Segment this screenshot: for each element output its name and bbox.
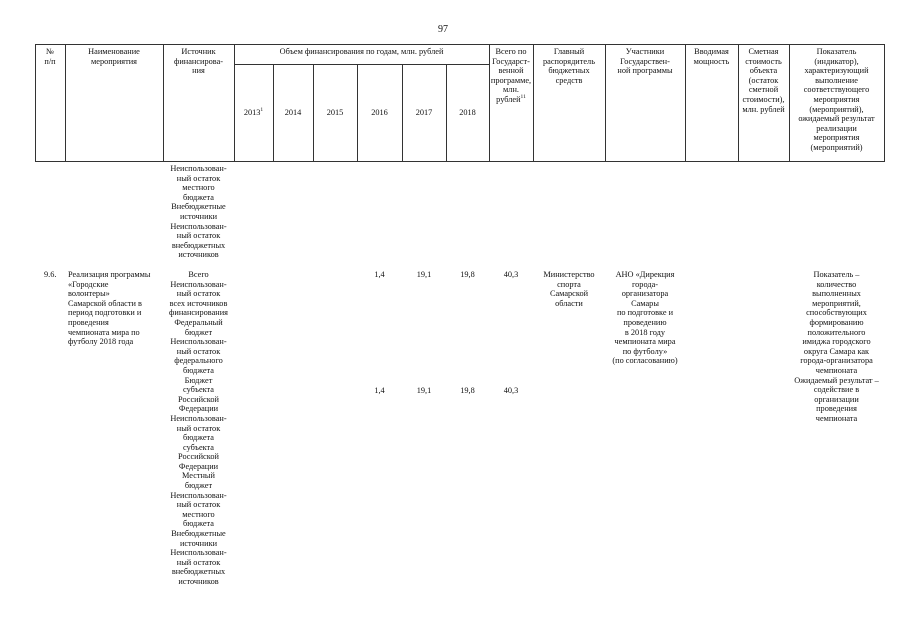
total-2018: 19,8 xyxy=(460,270,475,279)
row-main-manager: Министерство спорта Самарской области xyxy=(543,270,595,308)
footnote-mark: 1 xyxy=(260,107,264,114)
subject-sum: 40,3 xyxy=(503,386,519,395)
total-sum: 40,3 xyxy=(503,270,519,279)
continued-sources: Неиспользован- ный остаток местного бюджета Внебюджетные источники Неиспользован- ный остаток внебюджетных источников xyxy=(170,164,227,260)
header-year-2015: 2015 xyxy=(326,108,344,117)
row-indicator: Показатель – количество выполненных мероприятий, способствующих формированию положительного имиджа городского округа Самара как города-организатора чемпионата Ожидаемый результат – содействие в организации проведения чемпионата xyxy=(794,270,879,423)
header-total-label: Всего по Государст- венной программе, млн. рублей xyxy=(490,47,532,104)
header-indicator: Показатель (индикатор), характеризующий выполнение соответствующего мероприятия (мероприятий), ожидаемый результат реализации мероприятия (мероприятий) xyxy=(798,47,875,152)
subject-2017: 19,1 xyxy=(416,386,432,395)
col-border xyxy=(234,44,235,162)
subject-2016: 1,4 xyxy=(374,386,385,395)
footnote-mark: 11 xyxy=(520,94,526,101)
header-capacity: Вводимая мощность xyxy=(693,47,730,66)
row-participants: АНО «Дирекция города- организатора Самары по подготовке и проведению в 2018 году чемпионата мира по футболу» (по согласованию) xyxy=(612,270,678,366)
subject-2018: 19,8 xyxy=(460,386,475,395)
header-year-2013-label: 2013 xyxy=(243,108,261,117)
row-sources: Всего Неиспользован- ный остаток всех источников финансирования Федеральный бюджет Неиспользован- ный остаток федерального бюджета Бюджет субъекта Российской Федерации Неиспользован- ный остаток бюджета субъекта Российской Федерации Местный бюджет Неиспользован- ный остаток местного бюджета Внебюджетные источники Неиспользован- ный остаток внебюджетных источников xyxy=(169,270,228,586)
row-num: 9.6. xyxy=(44,270,57,279)
header-year-2016: 2016 xyxy=(371,108,388,117)
header-year-2013 xyxy=(234,108,273,118)
header-name: Наименование мероприятия xyxy=(88,47,140,66)
col-border xyxy=(884,44,885,162)
header-source: Источник финансирова- ния xyxy=(173,47,224,76)
header-main-manager: Главный распорядитель бюджетных средств xyxy=(543,47,595,85)
row-name: Реализация программы «Городские волонтеры» Самарской области в период подготовки и проведения чемпионата мира по футболу 2018 года xyxy=(68,270,151,347)
page-number: 97 xyxy=(438,24,448,35)
total-2017: 19,1 xyxy=(416,270,432,279)
header-year-2014: 2014 xyxy=(284,108,302,117)
header-participants: Участники Государствен- ной программы xyxy=(617,47,673,76)
header-total xyxy=(489,47,533,105)
header-volume: Объем финансирования по годам, млн. рублей xyxy=(279,47,444,56)
header-year-2018: 2018 xyxy=(459,108,476,117)
header-year-2017: 2017 xyxy=(415,108,433,117)
header-num: № п/п xyxy=(44,47,56,66)
header-estimate: Сметная стоимость объекта (остаток сметной стоимости), млн. рублей xyxy=(742,47,785,114)
total-2016: 1,4 xyxy=(374,270,385,279)
